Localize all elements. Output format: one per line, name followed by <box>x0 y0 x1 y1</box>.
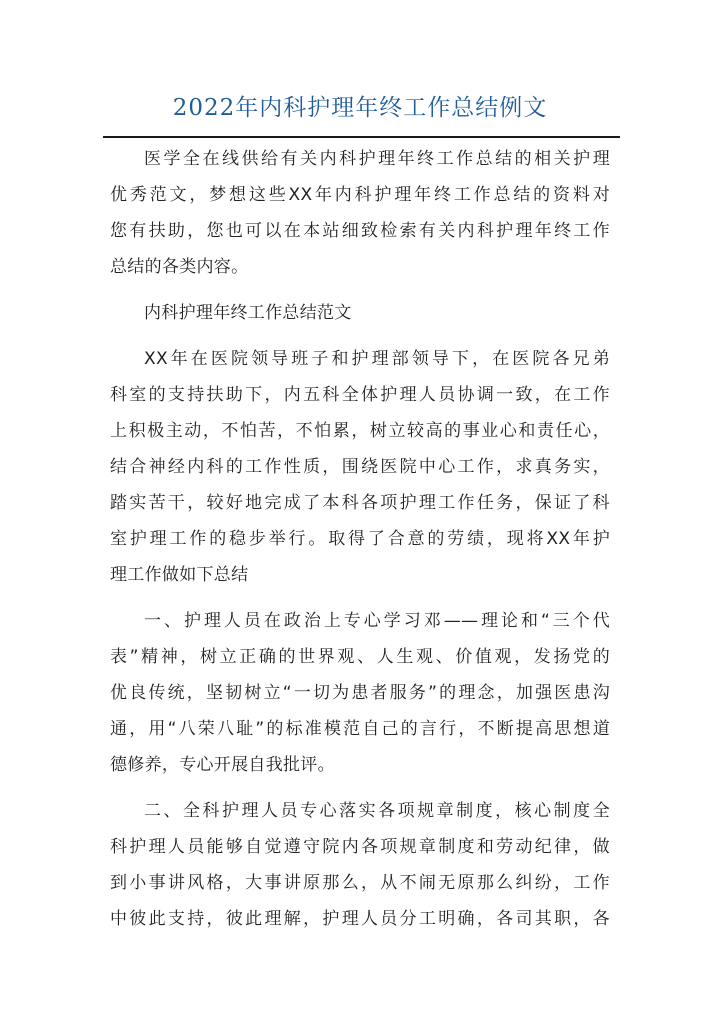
text-line: 上积极主动，不怕苦，不怕累，树立较高的事业心和责任心， <box>110 421 610 441</box>
text-line: 科室的支持扶助下，内五科全体护理人员协调一致，在工作 <box>110 385 610 405</box>
text-line: 优良传统，坚韧树立“一切为患者服务”的理念，加强医患沟 <box>110 683 610 703</box>
text-line: 踏实苦干，较好地完成了本科各项护理工作任务，保证了科 <box>110 493 610 513</box>
paragraph <box>110 793 610 937</box>
section-heading: 内科护理年终工作总结范文 <box>144 303 352 323</box>
text-line: XX年在医院领导班子和护理部领导下，在医院各兄弟 <box>144 349 610 369</box>
text-line: 通，用“八荣八耻”的标准模范自己的言行，不断提高思想道 <box>110 719 610 739</box>
text-line: 医学全在线供给有关内科护理年终工作总结的相关护理 <box>144 149 610 169</box>
text-line: 总结的各类内容。 <box>110 257 249 277</box>
text-line: 德修养，专心开展自我批评。 <box>110 755 335 775</box>
paragraph <box>110 341 610 593</box>
document-body <box>110 141 610 937</box>
paragraph <box>110 603 610 783</box>
text-line: 结合神经内科的工作性质，围绕医院中心工作，求真务实， <box>110 457 610 477</box>
text-line: 一、护理人员在政治上专心学习邓——理论和“三个代 <box>144 611 610 631</box>
text-line: 表”精神，树立正确的世界观、人生观、价值观，发扬党的 <box>110 647 610 667</box>
title-divider <box>103 136 620 138</box>
text-line: 优秀范文，梦想这些XX年内科护理年终工作总结的资料对 <box>110 185 610 205</box>
text-line: 二、全科护理人员专心落实各项规章制度，核心制度全 <box>144 801 610 821</box>
text-line: 科护理人员能够自觉遵守院内各项规章制度和劳动纪律，做 <box>110 837 610 857</box>
text-line: 中彼此支持，彼此理解，护理人员分工明确，各司其职，各 <box>110 909 610 929</box>
paragraph <box>110 141 610 285</box>
text-line: 理工作做如下总结 <box>110 565 249 585</box>
document-title: 2022年内科护理年终工作总结例文 <box>172 95 548 121</box>
text-line: 您有扶助，您也可以在本站细致检索有关内科护理年终工作 <box>110 221 610 241</box>
text-line: 室护理工作的稳步举行。取得了合意的劳绩，现将XX年护 <box>110 529 610 549</box>
paragraph <box>110 295 610 331</box>
text-line: 到小事讲风格，大事讲原那么，从不闹无原那么纠纷，工作 <box>110 873 610 893</box>
